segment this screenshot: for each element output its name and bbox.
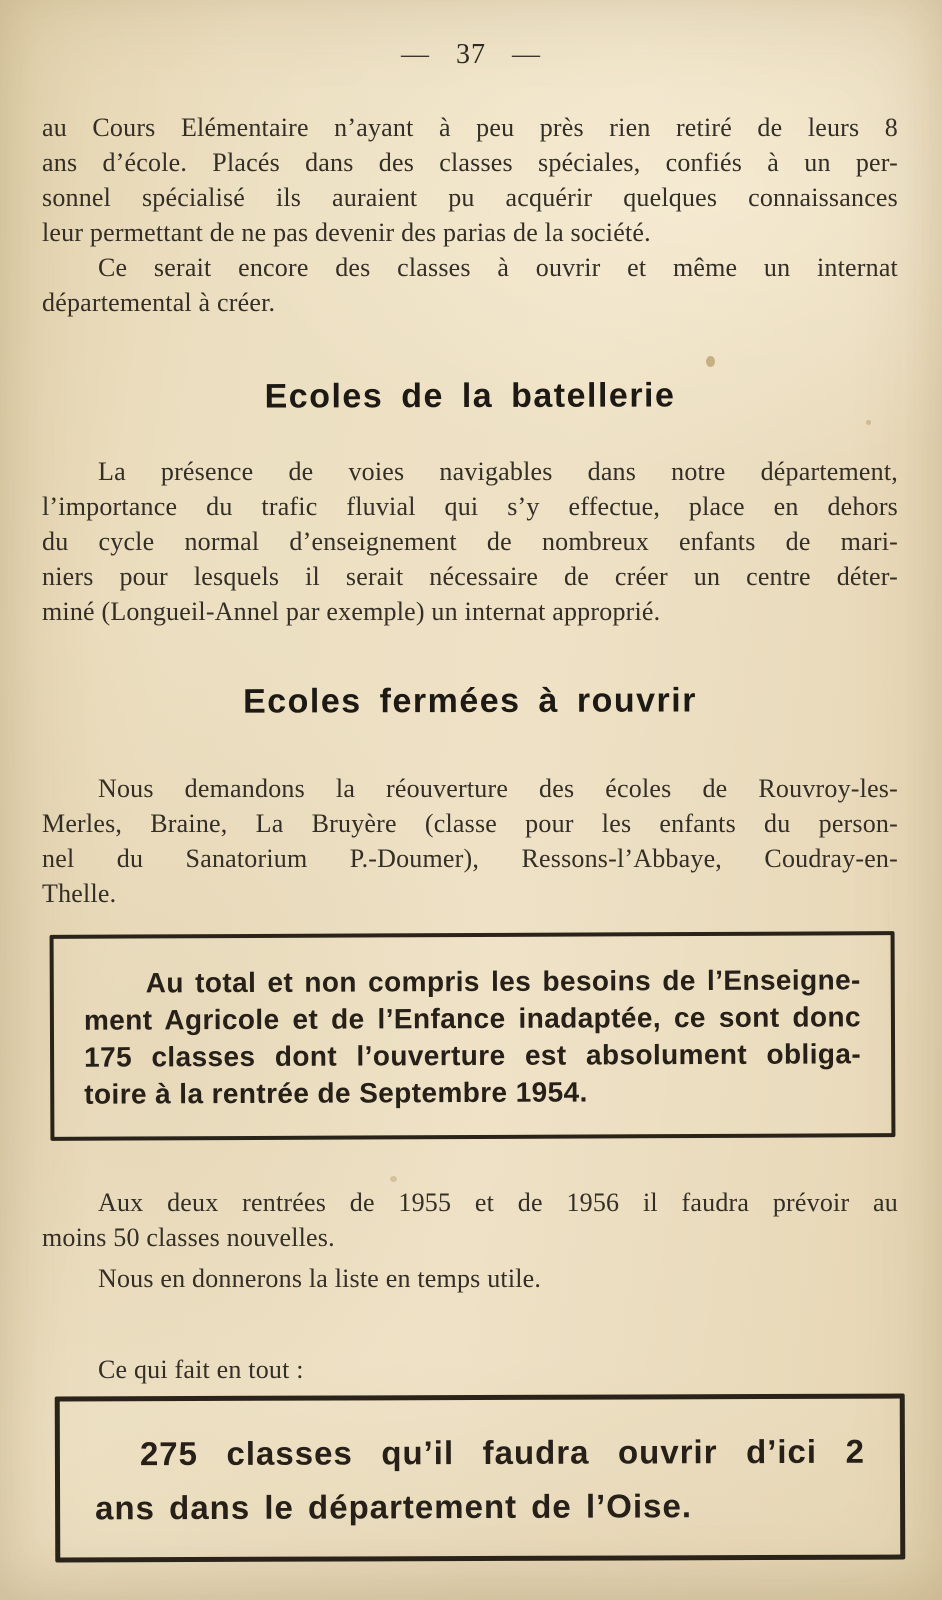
text-line: ment Agricole et de l’Enfance inadaptée, ce sont donc	[83, 1001, 861, 1036]
text-line: moins 50 classes nouvelles.	[42, 1223, 335, 1252]
paragraph-liste	[42, 1261, 898, 1296]
paper-speck	[390, 1176, 397, 1182]
section-heading-fermees: Ecoles fermées à rouvrir	[242, 681, 697, 721]
paragraph-batellerie	[42, 454, 898, 629]
text-line: niers pour lesquels il serait nécessaire de créer un centre déter-	[42, 562, 898, 591]
text-column	[42, 110, 898, 911]
text-line: miné (Longueil-Annel par exemple) un internat approprié.	[42, 597, 661, 626]
callout-box-175-classes	[50, 931, 896, 1141]
text-line: Nous demandons la réouverture des écoles de Rouvroy-les-	[98, 774, 898, 803]
page-number-dash-right: —	[512, 39, 541, 70]
text-line: Thelle.	[42, 879, 117, 908]
text-column-lower	[42, 1185, 898, 1387]
text-line: nel du Sanatorium P.-Doumer), Ressons-l’Abbaye, Coudray-en-	[42, 844, 898, 873]
page-number: 37	[456, 39, 486, 70]
text-line: départemental à créer.	[42, 288, 276, 317]
page-number-dash-left: —	[401, 39, 430, 70]
text-line: ans dans le département de l’Oise.	[95, 1487, 693, 1527]
paragraph-internat	[42, 250, 898, 320]
text-line: Au total et non compris les besoins de l’Enseigne-	[145, 964, 861, 999]
text-line: Aux deux rentrées de 1955 et de 1956 il faudra prévoir au	[98, 1188, 898, 1217]
page-number-header	[0, 0, 942, 70]
text-line: au Cours Elémentaire n’ayant à peu près rien retiré de leurs 8	[42, 113, 898, 142]
text-line: leur permettant de ne pas devenir des parias de la société.	[42, 218, 651, 247]
paragraph-ce-qui-fait	[42, 1352, 898, 1387]
text-line: Nous en donnerons la liste en temps utile.	[98, 1264, 542, 1293]
paragraph-rentrees	[42, 1185, 898, 1255]
callout-box-275-classes	[55, 1394, 906, 1563]
text-line: 275 classes qu’il faudra ouvrir d’ici 2	[139, 1432, 865, 1473]
text-line: Merles, Braine, La Bruyère (classe pour les enfants du person-	[42, 809, 898, 838]
text-line: Ce qui fait en tout :	[98, 1355, 304, 1384]
text-line: l’importance du trafic fluvial qui s’y effectue, place en dehors	[42, 492, 898, 521]
text-line: ans d’école. Placés dans des classes spéciales, confiés à un per-	[42, 148, 898, 177]
text-line: La présence de voies navigables dans notre département,	[98, 457, 898, 486]
text-line: 175 classes dont l’ouverture est absolument obliga-	[84, 1038, 862, 1073]
section-heading-batellerie: Ecoles de la batellerie	[264, 376, 676, 416]
text-line: toire à la rentrée de Septembre 1954.	[84, 1076, 588, 1110]
text-line: Ce serait encore des classes à ouvrir et même un internat	[98, 253, 898, 282]
text-line: sonnel spécialisé ils auraient pu acquérir quelques connaissances	[42, 183, 898, 212]
text-line: du cycle normal d’enseignement de nombreux enfants de mari-	[42, 527, 898, 556]
paragraph-fermees	[42, 771, 898, 911]
paragraph-intro	[42, 110, 898, 250]
